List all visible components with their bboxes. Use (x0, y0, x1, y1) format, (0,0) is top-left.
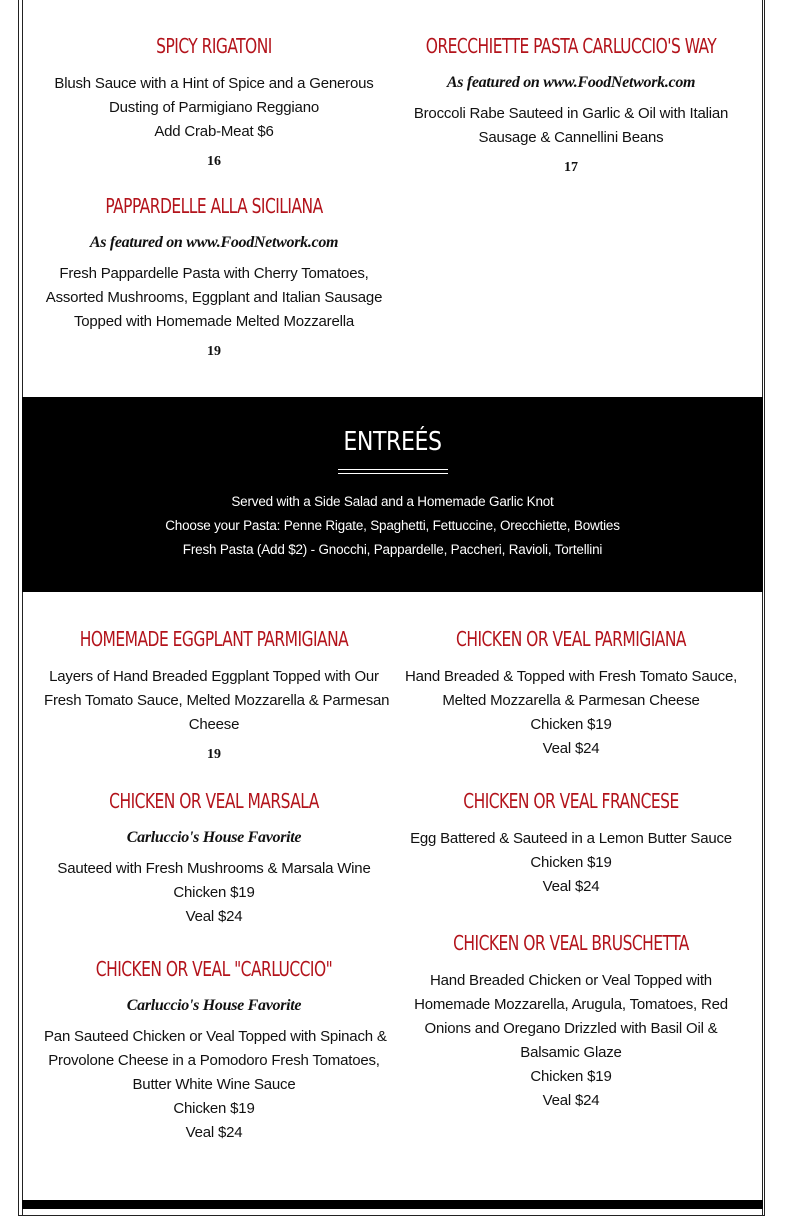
item-price: 16 (207, 154, 221, 169)
item-featured-note: Carluccio's House Favorite (126, 829, 302, 846)
item-name: CHICKEN OR VEAL PARMIGIANA (456, 627, 686, 651)
menu-item-carluccio (44, 955, 387, 1145)
item-featured-note: As featured on www.FoodNetwork.com (446, 74, 696, 91)
entrees-column-left (44, 625, 390, 1145)
item-price: 19 (207, 747, 221, 762)
item-name: CHICKEN OR VEAL FRANCESE (463, 789, 679, 813)
item-description: Broccoli Rabe Sauteed in Garlic & Oil with Italian Sausage & Cannellini Beans (413, 105, 729, 146)
menu-item-orecchiette (401, 32, 741, 178)
item-description: Blush Sauce with a Hint of Spice and a Generous Dusting of Parmigiano Reggiano Add Crab-Meat $6 (54, 75, 374, 140)
menu-item-pappardelle-siciliana (44, 192, 384, 362)
item-description: Hand Breaded & Topped with Fresh Tomato Sauce, Melted Mozzarella & Parmesan Cheese Chicken $19 Veal $24 (404, 668, 738, 757)
pasta-column-right (401, 32, 741, 178)
menu-item-eggplant-parmigiana (44, 625, 390, 765)
next-section-band (22, 1200, 763, 1209)
item-name: CHICKEN OR VEAL "CARLUCCIO" (95, 957, 333, 981)
entrees-column-right (401, 625, 741, 1113)
item-name: PAPPARDELLE ALLA SICILIANA (105, 194, 323, 218)
section-notes: Served with a Side Salad and a Homemade Garlic Knot Choose your Pasta: Penne Rigate, Spaghetti, Fettuccine, Orecchiette, Bowties Fresh Pasta (Add $2) - Gnocchi, Pappardelle, Paccheri, Ravioli, Tortellini (165, 494, 620, 557)
section-title: ENTREÉS (343, 427, 442, 457)
item-name: SPICY RIGATONI (156, 34, 272, 58)
item-description: Sauteed with Fresh Mushrooms & Marsala Wine Chicken $19 Veal $24 (57, 860, 371, 925)
item-price: 17 (564, 160, 578, 175)
item-description: Layers of Hand Breaded Eggplant Topped with Our Fresh Tomato Sauce, Melted Mozzarella & Parmesan Cheese (44, 668, 390, 733)
item-description: Egg Battered & Sauteed in a Lemon Butter Sauce Chicken $19 Veal $24 (410, 830, 732, 895)
item-name: HOMEMADE EGGPLANT PARMIGIANA (79, 627, 349, 651)
title-double-rule (338, 469, 448, 474)
menu-item-bruschetta (401, 929, 741, 1113)
item-name: CHICKEN OR VEAL MARSALA (109, 789, 319, 813)
menu-item-francese (401, 787, 741, 899)
item-name: ORECCHIETTE PASTA CARLUCCIO'S WAY (425, 34, 717, 58)
item-featured-note: As featured on www.FoodNetwork.com (89, 234, 339, 251)
menu-item-marsala (44, 787, 384, 929)
item-price: 19 (207, 344, 221, 359)
menu-item-spicy-rigatoni (44, 32, 384, 172)
item-name: CHICKEN OR VEAL BRUSCHETTA (453, 931, 689, 955)
item-description: Fresh Pappardelle Pasta with Cherry Tomatoes, Assorted Mushrooms, Eggplant and Italian Sausage Topped with Homemade Melted Mozzarella (45, 265, 383, 330)
menu-item-chicken-veal-parmigiana (401, 625, 741, 761)
pasta-column-left (44, 32, 384, 362)
item-featured-note: Carluccio's House Favorite (126, 997, 302, 1014)
entrees-header-band (22, 397, 763, 592)
item-description: Pan Sauteed Chicken or Veal Topped with Spinach & Provolone Cheese in a Pomodoro Fresh Tomatoes, Butter White Wine Sauce Chicken $19 Veal $24 (44, 1028, 387, 1141)
item-description: Hand Breaded Chicken or Veal Topped with Homemade Mozzarella, Arugula, Tomatoes, Red Onions and Oregano Drizzled with Basil Oil & Balsamic Glaze Chicken $19 Veal $24 (414, 972, 728, 1109)
